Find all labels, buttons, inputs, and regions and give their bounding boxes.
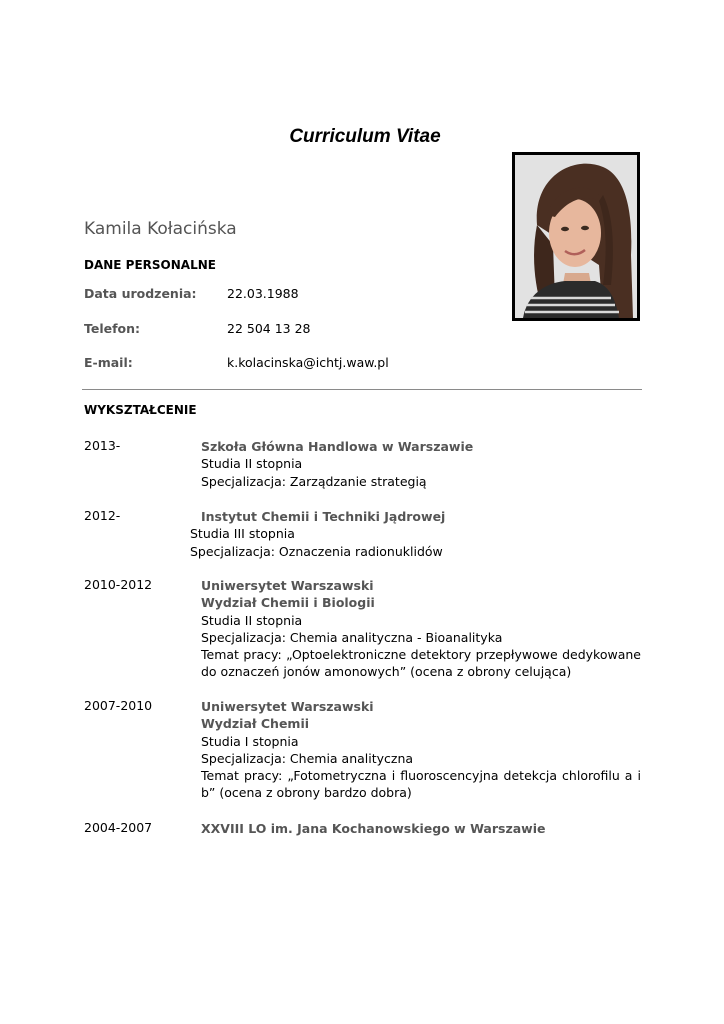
email-label: E-mail: [84, 355, 133, 370]
study-level: Studia II stopnia [201, 612, 303, 628]
education-years: 2010-2012 [84, 577, 153, 592]
phone-value: 22 504 13 28 [227, 321, 311, 336]
personal-data-heading: DANE PERSONALNE [84, 258, 216, 272]
education-entry [190, 508, 630, 560]
specialization: Specjalizacja: Oznaczenia radionuklidów [190, 543, 443, 559]
study-level: Studia I stopnia [201, 733, 299, 749]
institution-name: Szkoła Główna Handlowa w Warszawie [201, 439, 474, 454]
institution-name: Uniwersytet Warszawski [201, 578, 374, 593]
email-value[interactable]: k.kolacinska@ichtj.waw.pl [227, 355, 389, 370]
section-divider [82, 389, 642, 390]
faculty-name: Wydział Chemii [201, 716, 310, 732]
phone-label: Telefon: [84, 321, 141, 336]
profile-photo [512, 152, 640, 321]
education-years: 2013- [84, 438, 121, 453]
education-entry [201, 820, 641, 837]
specialization: Specjalizacja: Chemia analityczna - Bioanalityka [201, 629, 503, 645]
study-level: Studia III stopnia [190, 526, 295, 542]
full-name: Kamila Kołacińska [84, 219, 237, 239]
education-entry [201, 698, 641, 802]
cv-title: Curriculum Vitae [289, 126, 441, 147]
thesis-topic: Temat pracy: „Fotometryczna i fluoroscencyjna detekcja chlorofilu a i b” (ocena z obrony bardzo dobra) [201, 768, 641, 801]
specialization: Specjalizacja: Zarządzanie strategią [201, 473, 427, 489]
institution-name: Instytut Chemii i Techniki Jądrowej [201, 509, 446, 524]
education-heading: WYKSZTAŁCENIE [84, 403, 197, 417]
birthdate-label: Data urodzenia: [84, 286, 197, 301]
institution-name: Uniwersytet Warszawski [201, 699, 374, 714]
specialization: Specjalizacja: Chemia analityczna [201, 750, 414, 766]
education-entry [201, 577, 641, 681]
faculty-name: Wydział Chemii i Biologii [201, 595, 375, 611]
education-years: 2012- [84, 508, 121, 523]
education-entry [201, 438, 641, 490]
birthdate-value: 22.03.1988 [227, 286, 299, 301]
education-years: 2007-2010 [84, 698, 153, 713]
thesis-topic: Temat pracy: „Optoelektroniczne detektory przepływowe dedykowane do oznaczeń jonów amonowych” (ocena z obrony celująca) [201, 647, 641, 680]
institution-name: XXVIII LO im. Jana Kochanowskiego w Warszawie [201, 821, 546, 836]
portrait-image [515, 155, 637, 318]
education-years: 2004-2007 [84, 820, 153, 835]
study-level: Studia II stopnia [201, 456, 303, 472]
